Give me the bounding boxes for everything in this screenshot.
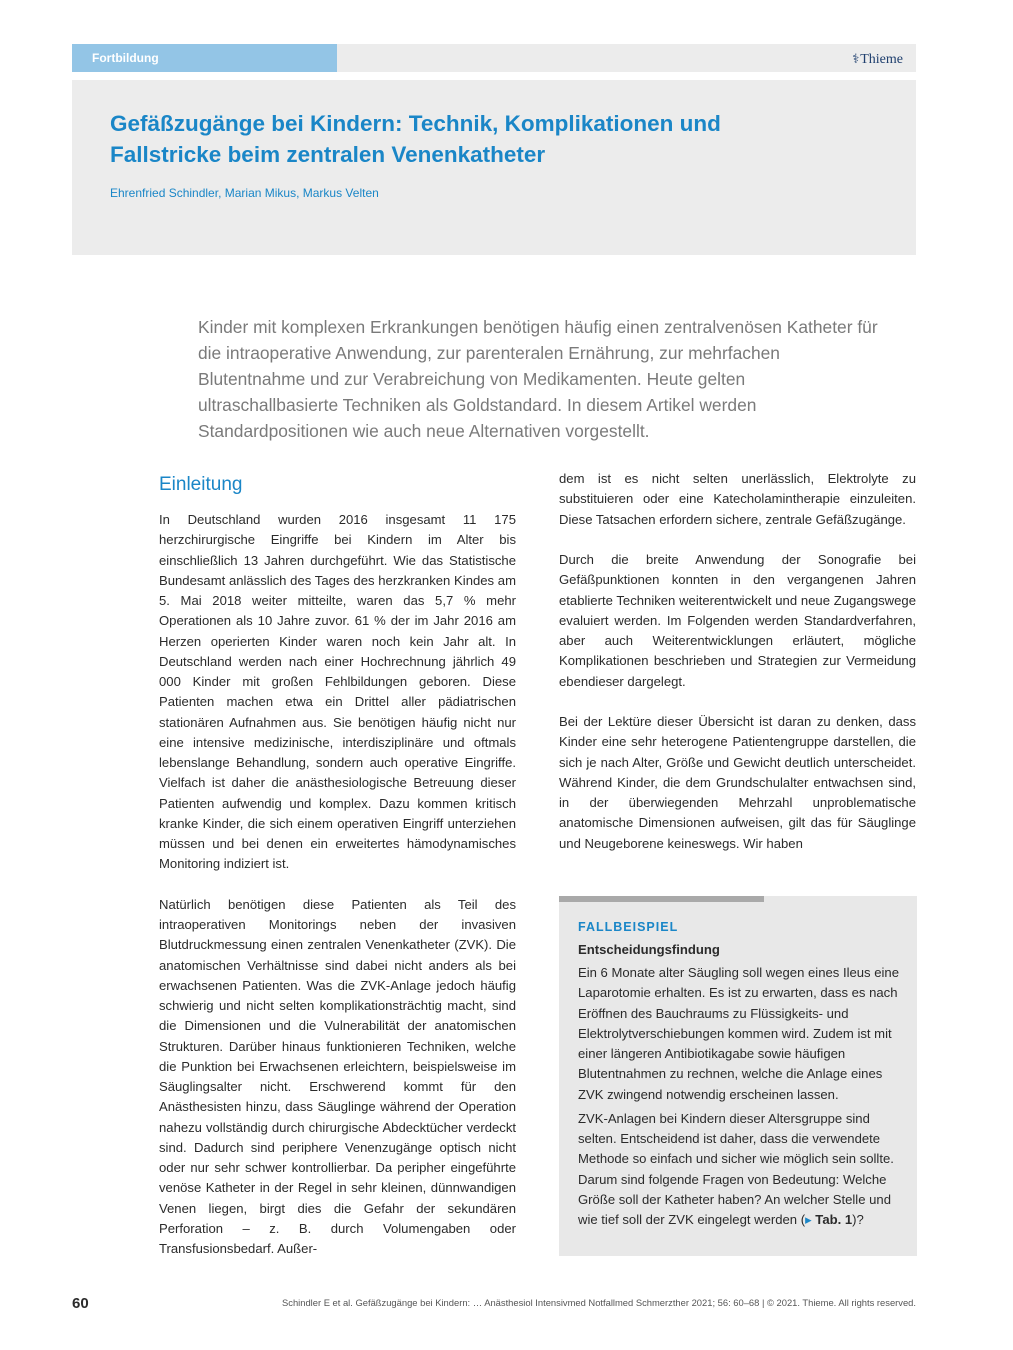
case-label: FALLBEISPIEL bbox=[578, 920, 679, 934]
body-paragraph: Bei der Lektüre dieser Übersicht ist daran zu denken, dass Kinder eine sehr heterogene Patientengruppe darstellen, die sich je nach Alter, Größe und Gewicht deutlich unterscheidet. Während Kinder, die dem Grundschulalter entwachsen sind, in der überwiegenden Mehrzahl unproblematische anatomische Dimensionen aufweisen, gilt das für Säuglinge und Neugeborene keineswegs. Wir haben bbox=[559, 714, 916, 851]
case-example-box bbox=[559, 896, 917, 1256]
table-reference-label: Tab. 1 bbox=[815, 1212, 853, 1227]
case-body bbox=[578, 963, 908, 1234]
page-number: 60 bbox=[72, 1295, 89, 1312]
table-reference-link[interactable] bbox=[805, 1212, 852, 1227]
article-authors: Ehrenfried Schindler, Marian Mikus, Markus Velten bbox=[110, 186, 379, 200]
publisher-name: Thieme bbox=[860, 52, 903, 67]
case-subtitle: Entscheidungsfindung bbox=[578, 942, 720, 957]
article-title: Gefäßzugänge bei Kindern: Technik, Komplikationen und Fallstricke beim zentralen Venenkatheter bbox=[110, 111, 721, 167]
body-paragraph: Durch die breite Anwendung der Sonografie bei Gefäßpunktionen konnten in den vergangenen Jahren etablierte Techniken weiterentwickelt und neue Zugangswege evaluiert werden. Im Folgenden werden Standardverfahren, aber auch Weiterentwicklungen erläutert, mögliche Komplikationen beschrieben und Strategien zur Vermeidung ebendieser dargelegt. bbox=[559, 552, 916, 689]
publisher-logo bbox=[852, 44, 903, 72]
case-paragraph: Ein 6 Monate alter Säugling soll wegen eines Ileus eine Laparotomie erhalten. Es ist zu erwarten, dass es nach Eröffnen des Bauchraums zu Flüssigkeits- und Elektrolytverschiebungen kommen wird. Zudem ist mit einer längeren Antibiotikagabe sowie häufigen Blutentnahmen zu rechnen, welche die Anlage eines ZVK zwingend notwendig erscheinen lassen. bbox=[578, 965, 900, 1102]
section-heading: Einleitung bbox=[159, 474, 243, 495]
case-paragraph bbox=[578, 1109, 908, 1231]
right-column bbox=[559, 469, 916, 874]
case-accent-bar bbox=[559, 896, 764, 902]
footer-citation: Schindler E et al. Gefäßzugänge bei Kindern: … Anästhesiol Intensivmed Notfallmed Schmerzther 2021; 56: 60–68 | © 2021. Thieme. All rights reserved. bbox=[282, 1297, 916, 1308]
case-paragraph-text: ZVK-Anlagen bei Kindern dieser Altersgruppe sind selten. Entscheidend ist daher, dass die verwendete Methode so einfach und sicher wie möglich sein sollte. Darum sind folgende Fragen von Bedeutung: Welche Größe soll der Katheter haben? An welcher Stelle und wie tief soll der ZVK eingelegt werden ( bbox=[578, 1110, 894, 1227]
case-paragraph-end: )? bbox=[852, 1212, 864, 1227]
abstract: Kinder mit komplexen Erkrankungen benötigen häufig einen zentralvenösen Katheter für die intraoperative Anwendung, zur parenteralen Ernährung, zur mehrfachen Blutentnahme und zur Verabreichung von Medikamenten. Heute gelten ultraschallbasierte Techniken als Goldstandard. In diesem Artikel werden Standardpositionen wie auch neue Alternativen vorgestellt. bbox=[198, 317, 878, 441]
section-tag: Fortbildung bbox=[72, 44, 337, 72]
left-column bbox=[159, 510, 516, 1280]
body-paragraph: In Deutschland wurden 2016 insgesamt 11 175 herzchirurgische Eingriffe bei Kindern im Alter bis einschließlich 13 Jahren durchgeführt. Wie das Statistische Bundesamt anlässlich des Tages des herzkranken Kindes am 5. Mai 2018 weiter mitteilte, waren das 5,7 % mehr Operationen als 10 Jahre zuvor. 61 % der im Jahr 2016 am Herzen operierten Kinder waren noch kein Jahr alt. In Deutschland werden nach einer Hochrechnung jährlich 49 000 Kinder mit großen Fehlbildungen geboren. Diese Patienten machen etwa ein Drittel aller pädiatrischen stationären Aufnahmen aus. Sie benötigen häufig nicht nur eine intensive medizinische, interdisziplinäre und oftmals lebenslange Behandlung, sondern auch operative Eingriffe. Vielfach ist daher die anästhesiologische Betreuung dieser Patienten aufwendig und komplex. Dazu kommen kritisch kranke Kinder, die sich einem operativen Eingriff unterziehen müssen und bei denen ein erweitertes hämodynamisches Monitoring indiziert ist. bbox=[159, 512, 516, 872]
thieme-logo-icon: ⚕ bbox=[852, 51, 860, 66]
body-paragraph: dem ist es nicht selten unerlässlich, Elektrolyte zu substituieren oder eine Katecholamintherapie einzuleiten. Diese Tatsachen erfordern sichere, zentrale Gefäßzugänge. bbox=[559, 471, 916, 527]
body-paragraph: Natürlich benötigen diese Patienten als Teil des intraoperativen Monitorings neben der invasiven Blutdruckmessung einen zentralen Venenkatheter (ZVK). Die anatomischen Verhältnisse sind dabei nicht anders als bei erwachsenen Patienten. Was die ZVK-Anlage jedoch häufig schwierig und nicht selten komplikationsträchtig macht, sind die Dimensionen und die Vulnerabilität der anatomischen Strukturen. Darüber hinaus funktionieren Techniken, welche die Punktion bei Erwachsenen erleichtern, beispielsweise im Säuglingsalter nicht. Erschwerend kommt für den Anästhesisten hinzu, dass Säuglinge während der Operation nahezu vollständig durch chirurgische Abdecktücher verdeckt sind. Dadurch sind periphere Venenzugänge optisch nicht oder nur sehr schwer kontrollierbar. Da peripher eingeführte venöse Katheter in der Regel in sehr kleinen, dünnwandigen Venen liegen, birgt dies die Gefahr der sekundären Perforation – z. B. durch Volumengaben oder Transfusionsbedarf. Außer- bbox=[159, 896, 516, 1256]
triangle-right-icon: ▸ bbox=[805, 1212, 812, 1227]
